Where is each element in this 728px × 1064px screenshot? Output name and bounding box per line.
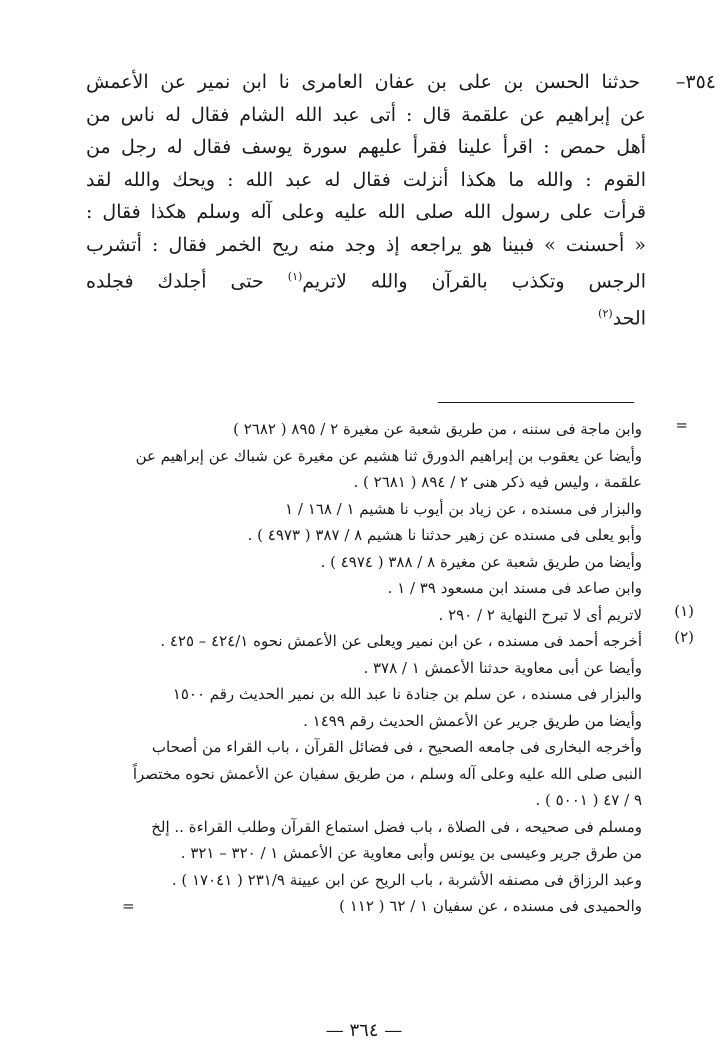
footnote-line: وأيضا من طريق شعبة عن مغيرة ٨ / ٣٨٨ ( ٤٩٧٤ ) . xyxy=(320,552,642,571)
continuation-marker: = xyxy=(122,897,135,915)
footnote-1 xyxy=(132,601,694,629)
footnote-marker: (٢) xyxy=(674,628,694,646)
hadith-line: أهل حمص : اقرأ علينا فقرأ عليهم سورة يوسف فقال له رجل من xyxy=(86,136,646,158)
footnote-2 xyxy=(122,628,694,920)
footnote-line: ومسلم فى صحيحه ، فى الصلاة ، باب فضل استماع القرآن وطلب القراءة .. إلخ xyxy=(151,817,642,836)
hadith-line: القوم : والله ما هكذا أنزلت فقال له عبد الله : ويحك والله لقد xyxy=(86,168,646,191)
footnote-line: وأيضا من طريق جرير عن الأعمش الحديث رقم ١٤٩٩ . xyxy=(303,711,642,730)
footnote-line: وابن صاعد فى مسند ابن مسعود ٣٩ / ١ . xyxy=(387,579,642,597)
hadith-line-text: حتى أجلدك فجلده xyxy=(86,270,288,293)
footnote-ref-1: (١) xyxy=(287,270,303,283)
footnote-line: وأبو يعلى فى مسنده عن زهير حدثنا نا هشيم ٨ / ٣٨٧ ( ٤٩٧٣ ) . xyxy=(247,526,642,544)
footnote-line: لاتريم أى لا تبرح النهاية ٢ / ٢٩٠ . xyxy=(438,605,642,624)
footnote-line: أخرجه أحمد فى مسنده ، عن ابن نمير ويعلى عن الأعمش نحوه ٤٢٤/١ – ٤٢٥ . xyxy=(160,632,642,650)
hadith-line: « أحسنت » فبينا هو يراجعه إذ وجد منه ريح الخمر فقال : أتشرب xyxy=(86,233,646,256)
footnotes xyxy=(122,416,694,920)
footnote-line: والبزار فى مسنده ، عن زياد بن أيوب نا هشيم ١ / ١٦٨ / ١ xyxy=(285,499,642,518)
hadith-line xyxy=(86,298,646,335)
footnote-line: علقمة ، وليس فيه ذكر هنى ٢ / ٨٩٤ ( ٢٦٨١ ) . xyxy=(353,473,642,491)
footnote-line: وأيضا عن أبى معاوية حدثنا الأعمش ١ / ٣٧٨ . xyxy=(363,658,642,677)
footnote-marker: (١) xyxy=(674,601,694,620)
hadith-line-text: الحد xyxy=(612,307,646,330)
footnote-continuation xyxy=(132,416,688,602)
hadith-line xyxy=(86,261,646,298)
footnote-line: والبزار فى مسنده ، عن سلم بن جنادة نا عبد الله بن نمير الحديث رقم ١٥٠٠ xyxy=(172,685,642,703)
hadith-number: ٣٥٤– xyxy=(675,71,716,93)
footnote-line: وأخرجه البخارى فى جامعه الصحيح ، فى فضائل القرآن ، باب القراء من أصحاب xyxy=(151,738,642,756)
footnote-line: ٩ / ٤٧ ( ٥٠٠١ ) . xyxy=(535,791,642,809)
footnote-line: وأيضا عن يعقوب بن إبراهيم الدورق ثنا هشيم عن مغيرة عن شباك عن إبراهيم عن xyxy=(135,446,642,465)
footnote-separator xyxy=(438,402,634,403)
footnote-ref-2: (٢) xyxy=(598,306,613,320)
hadith-line-text: الرجس وتكذب بالقرآن والله لاتريم xyxy=(302,270,646,293)
footnote-line: النبى صلى الله عليه وعلى آله وسلم ، من طريق سفيان عن الأعمش نحوه مختصراً xyxy=(132,764,642,783)
hadith-text xyxy=(86,66,716,335)
footnote-line: وابن ماجة فى سننه ، من طريق شعبة عن مغيرة ٢ / ٨٩٥ ( ٢٦٨٢ ) xyxy=(233,420,642,438)
hadith-line: قرأت على رسول الله صلى الله عليه وعلى آله وسلم هكذا فقال : xyxy=(86,201,646,223)
footnote-line xyxy=(122,893,642,920)
hadith-line: عن إبراهيم عن علقمة قال : أتى عبد الله الشام فقال له ناس من xyxy=(86,103,646,126)
footnote-line-text: والحميدى فى مسنده ، عن سفيان ١ / ٦٢ ( ١١٢ ) xyxy=(339,897,642,915)
footnote-line: وعبد الرزاق فى مصنفه الأشربة ، باب الريح عن ابن عيينة ٢٣١/٩ ( ١٧٠٤١ ) . xyxy=(171,870,642,889)
continuation-marker: = xyxy=(675,416,688,434)
hadith-line-text: حدثنا الحسن بن على بن عفان العامرى نا ابن نمير عن الأعمش xyxy=(86,71,640,93)
page-number: — ٣٦٤ — xyxy=(325,1020,403,1041)
footnote-line: من طرق جرير وعيسى بن يونس وأبى معاوية عن الأعمش ١ / ٣٢٠ – ٣٢١ . xyxy=(180,844,642,862)
hadith-line xyxy=(86,66,716,99)
